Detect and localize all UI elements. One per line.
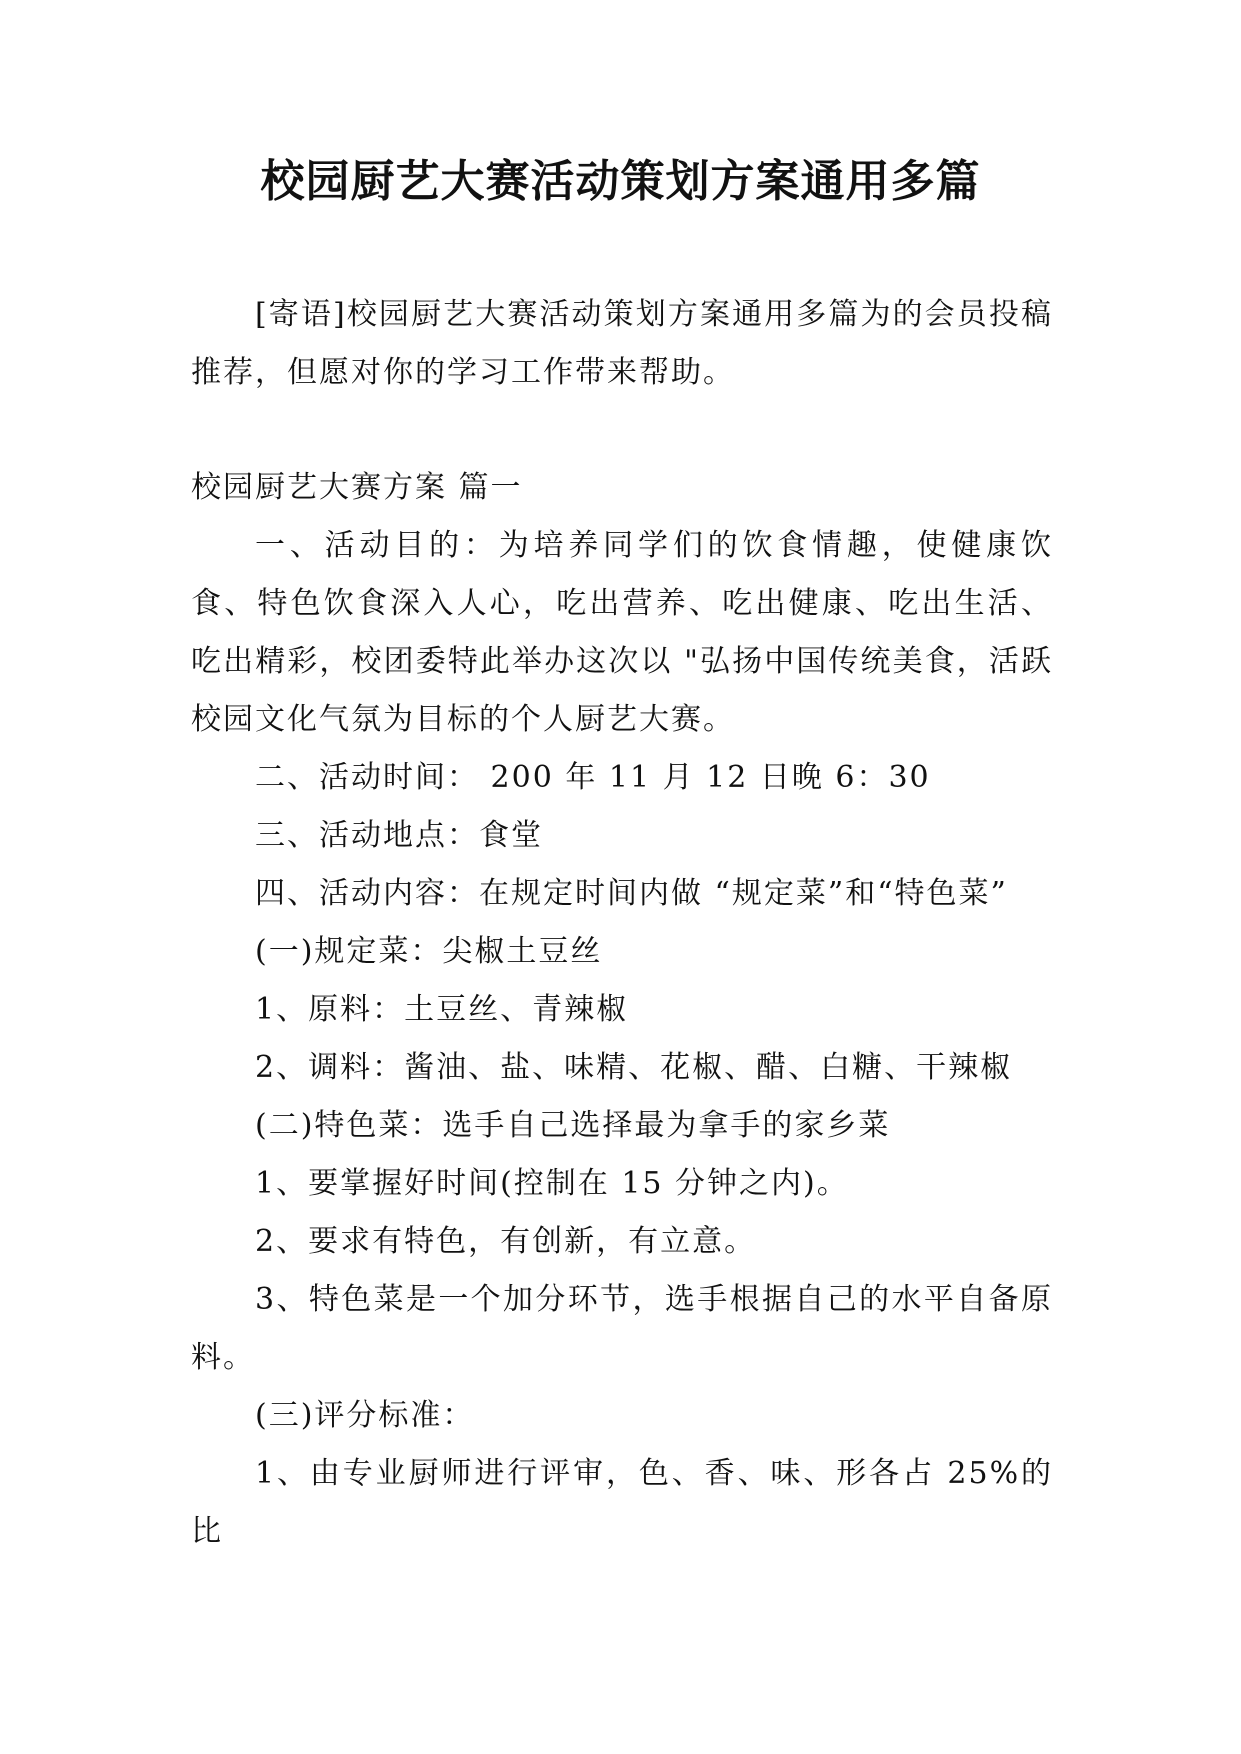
paragraph-bonus: 3、特色菜是一个加分环节，选手根据自己的水平自备原料。 xyxy=(191,1282,1053,1375)
paragraph-ingredients: 1、原料：土豆丝、青辣椒 xyxy=(255,992,629,1027)
paragraph-time-limit: 1、要掌握好时间(控制在 15 分钟之内)。 xyxy=(255,1166,849,1201)
paragraph-content: 四、活动内容：在规定时间内做 “规定菜”和“特色菜” xyxy=(255,876,1008,911)
paragraph-scoring-rule: 1、由专业厨师进行评审，色、香、味、形各占 25%的比 xyxy=(191,1456,1053,1549)
section-block xyxy=(191,459,1053,1561)
paragraph-time: 二、活动时间： 200 年 11 月 12 日晚 6：30 xyxy=(255,760,931,795)
paragraph-scoring-heading: (三)评分标准： xyxy=(255,1398,475,1433)
paragraph-required-dish: (一)规定菜：尖椒土豆丝 xyxy=(255,934,603,969)
section-heading: 校园厨艺大赛方案 篇一 xyxy=(191,470,523,505)
document-title: 校园厨艺大赛活动策划方案通用多篇 xyxy=(260,156,981,207)
paragraph-seasonings: 2、调料：酱油、盐、味精、花椒、醋、白糖、干辣椒 xyxy=(255,1050,1013,1085)
paragraph-innovation: 2、要求有特色，有创新，有立意。 xyxy=(255,1224,757,1259)
paragraph-location: 三、活动地点：食堂 xyxy=(255,818,543,853)
paragraph-signature-dish: (二)特色菜：选手自己选择最为拿手的家乡菜 xyxy=(255,1108,891,1143)
intro-paragraph: [寄语]校园厨艺大赛活动策划方案通用多篇为的会员投稿推荐，但愿对你的学习工作带来帮助。 xyxy=(191,297,1053,390)
paragraph-purpose: 一、活动目的：为培养同学们的饮食情趣，使健康饮食、特色饮食深入人心，吃出营养、吃出健康、吃出生活、吃出精彩，校团委特此举办这次以 "弘扬中国传统美食，活跃校园文化气氛为目标的个人厨艺大赛。 xyxy=(191,528,1053,737)
intro-block xyxy=(191,286,1053,402)
